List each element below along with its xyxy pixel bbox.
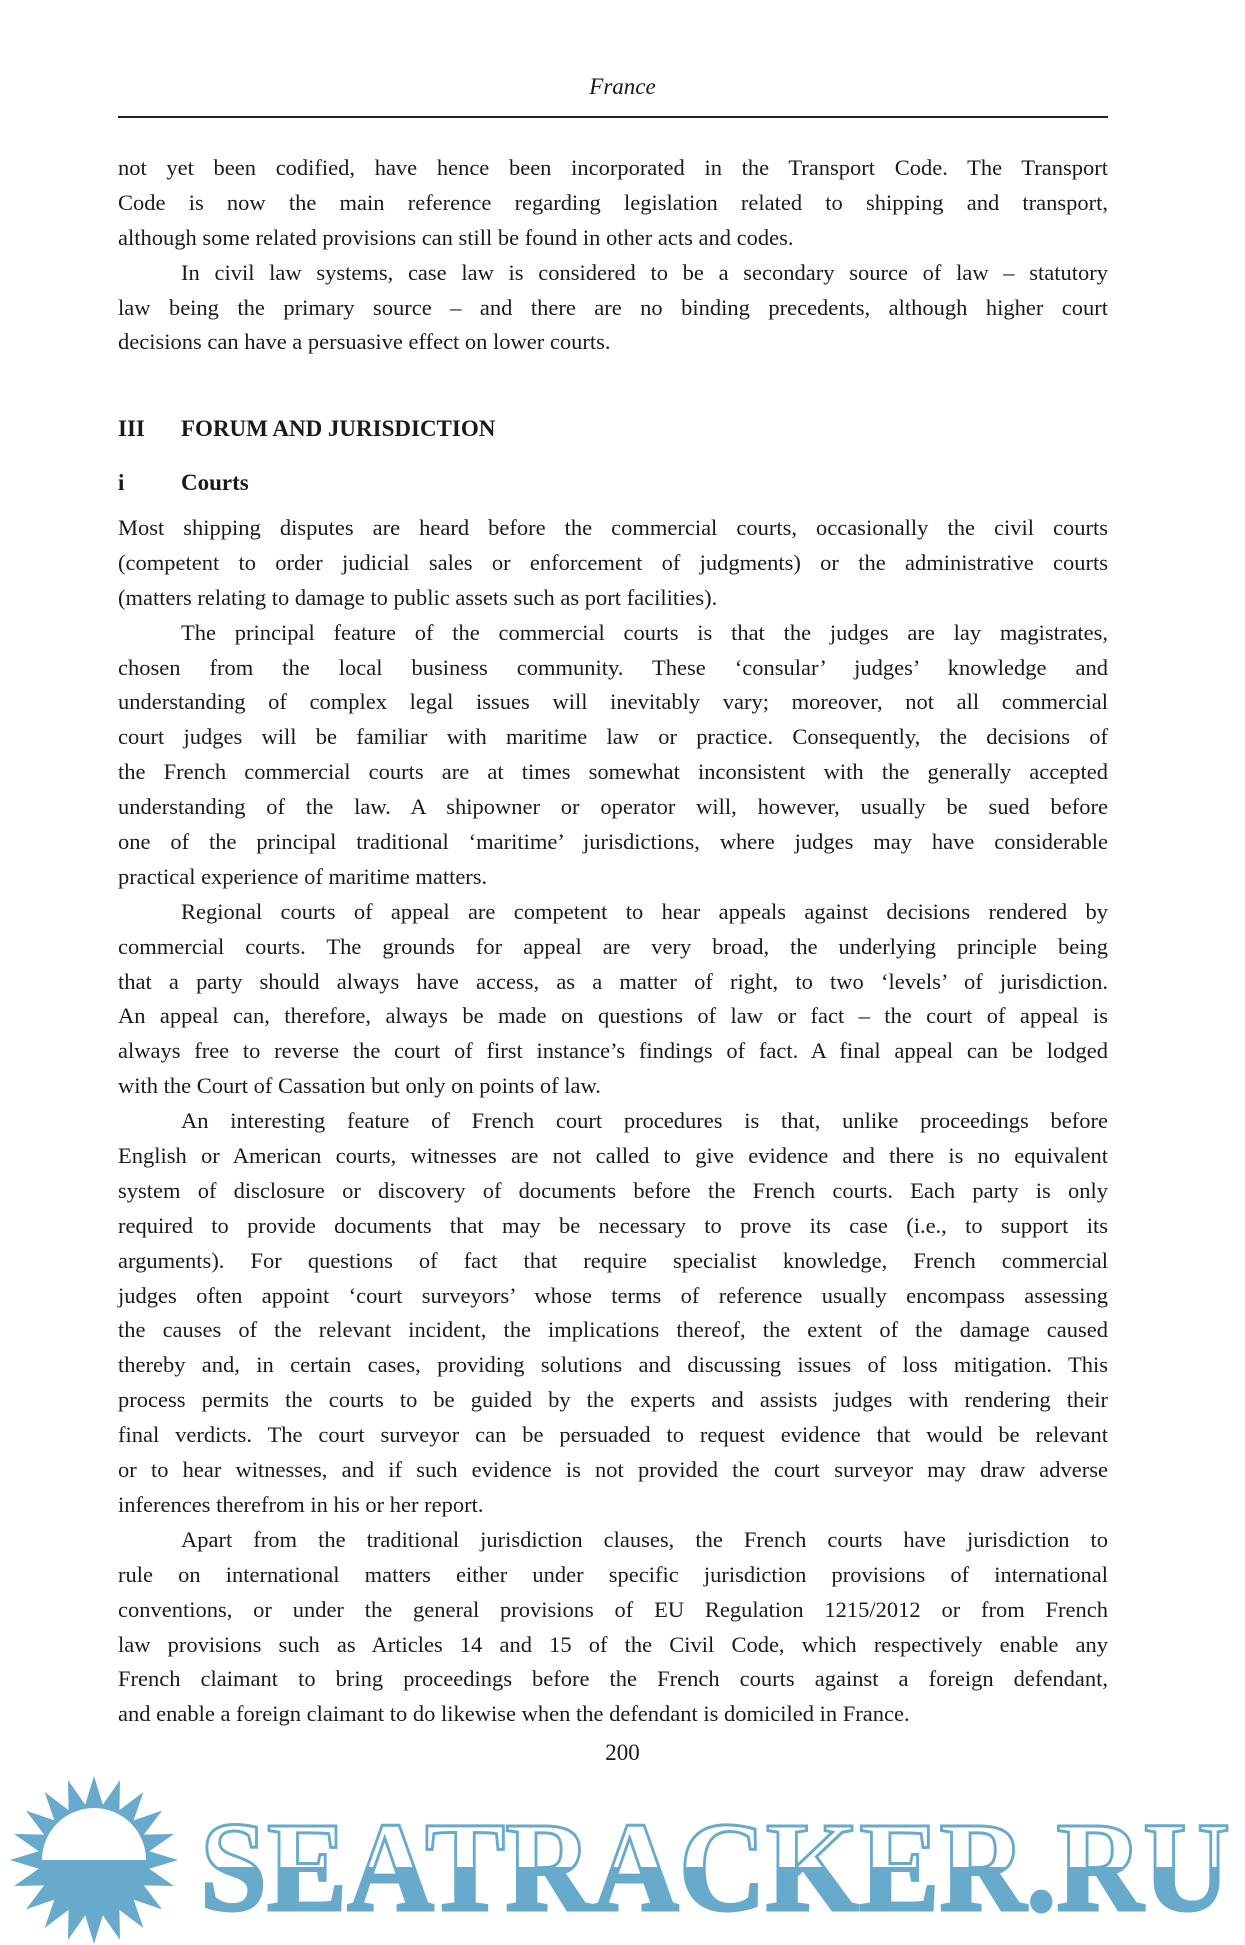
- text-line: the French commercial courts are at times somewhat inconsistent with the generally accepted: [118, 759, 1108, 785]
- text-line: court judges will be familiar with maritime law or practice. Consequently, the decisions of: [118, 724, 1108, 750]
- page-number: 200: [605, 1740, 640, 1765]
- text-line: rule on international matters either under specific jurisdiction provisions of international: [118, 1561, 1108, 1587]
- text-line: understanding of the law. A shipowner or operator will, however, usually be sued before: [118, 794, 1108, 820]
- courts-text: [118, 511, 1108, 1732]
- text-line: and enable a foreign claimant to do likewise when the defendant is domiciled in France.: [118, 1701, 910, 1727]
- text-line: the causes of the relevant incident, the implications thereof, the extent of the damage caused: [118, 1317, 1108, 1343]
- text-line: law provisions such as Articles 14 and 15 of the Civil Code, which respectively enable any: [118, 1631, 1108, 1657]
- text-line: with the Court of Cassation but only on points of law.: [118, 1073, 601, 1099]
- watermark-logo: [0, 1770, 1245, 1945]
- text-line: The principal feature of the commercial courts is that the judges are lay magistrates,: [181, 619, 1108, 645]
- text-line: English or American courts, witnesses are not called to give evidence and there is no equivalent: [118, 1143, 1108, 1169]
- text-line: not yet been codified, have hence been incorporated in the Transport Code. The Transport: [118, 155, 1108, 180]
- text-line: Apart from the traditional jurisdiction clauses, the French courts have jurisdiction to: [181, 1526, 1108, 1552]
- text-line: judges often appoint ‘court surveyors’ whose terms of reference usually encompass assessing: [118, 1282, 1108, 1308]
- text-line: system of disclosure or discovery of documents before the French courts. Each party is only: [118, 1177, 1108, 1203]
- text-line: arguments). For questions of fact that require specialist knowledge, French commercial: [118, 1247, 1108, 1273]
- header-rule: [118, 116, 1108, 118]
- text-line: Regional courts of appeal are competent to hear appeals against decisions rendered by: [181, 898, 1108, 924]
- text-line: process permits the courts to be guided by the experts and assists judges with rendering their: [118, 1387, 1108, 1413]
- text-line: An appeal can, therefore, always be made on questions of law or fact – the court of appeal is: [118, 1003, 1108, 1029]
- section-heading: [118, 416, 495, 442]
- text-line: inferences therefrom in his or her report.: [118, 1491, 484, 1517]
- text-line: Code is now the main reference regarding legislation related to shipping and transport,: [118, 189, 1108, 215]
- text-line: practical experience of maritime matters.: [118, 863, 488, 889]
- text-line: An interesting feature of French court procedures is that, unlike proceedings before: [181, 1108, 1108, 1134]
- text-line: thereby and, in certain cases, providing solutions and discussing issues of loss mitigation. This: [118, 1352, 1108, 1378]
- subsection-title: Courts: [181, 470, 249, 495]
- text-line: decisions can have a persuasive effect on lower courts.: [118, 329, 611, 355]
- text-line: one of the principal traditional ‘maritime’ jurisdictions, where judges may have considerable: [118, 829, 1108, 855]
- running-head: France: [589, 74, 656, 99]
- text-line: law being the primary source – and there are no binding precedents, although higher court: [118, 294, 1108, 320]
- text-line: always free to reverse the court of first instance’s findings of fact. A final appeal can be lodged: [118, 1038, 1108, 1064]
- section-title: FORUM AND JURISDICTION: [181, 416, 496, 441]
- intro-text: [118, 151, 1108, 360]
- text-line: although some related provisions can still be found in other acts and codes.: [118, 224, 794, 250]
- text-line: conventions, or under the general provisions of EU Regulation 1215/2012 or from French: [118, 1596, 1108, 1622]
- section-numeral: III: [118, 416, 145, 441]
- text-line: understanding of complex legal issues will inevitably vary; moreover, not all commercial: [118, 689, 1108, 715]
- text-line: or to hear witnesses, and if such evidence is not provided the court surveyor may draw adverse: [118, 1457, 1108, 1483]
- subsection-heading: [118, 470, 249, 496]
- text-line: (matters relating to damage to public assets such as port facilities).: [118, 584, 718, 610]
- watermark-text: SEATRACKER.RU: [200, 1796, 1230, 1938]
- text-line: required to provide documents that may be necessary to prove its case (i.e., to support its: [118, 1212, 1108, 1238]
- text-line: French claimant to bring proceedings before the French courts against a foreign defendant,: [118, 1666, 1108, 1692]
- sunburst-icon: [10, 1776, 178, 1944]
- text-line: In civil law systems, case law is considered to be a secondary source of law – statutory: [181, 259, 1108, 285]
- text-line: commercial courts. The grounds for appeal are very broad, the underlying principle being: [118, 933, 1108, 959]
- text-line: final verdicts. The court surveyor can be persuaded to request evidence that would be relevant: [118, 1422, 1108, 1448]
- text-line: Most shipping disputes are heard before the commercial courts, occasionally the civil courts: [118, 515, 1108, 540]
- text-line: that a party should always have access, as a matter of right, to two ‘levels’ of jurisdiction.: [118, 968, 1108, 994]
- subsection-numeral: i: [118, 470, 125, 495]
- text-line: chosen from the local business community. These ‘consular’ judges’ knowledge and: [118, 654, 1108, 680]
- text-line: (competent to order judicial sales or enforcement of judgments) or the administrative courts: [118, 549, 1108, 575]
